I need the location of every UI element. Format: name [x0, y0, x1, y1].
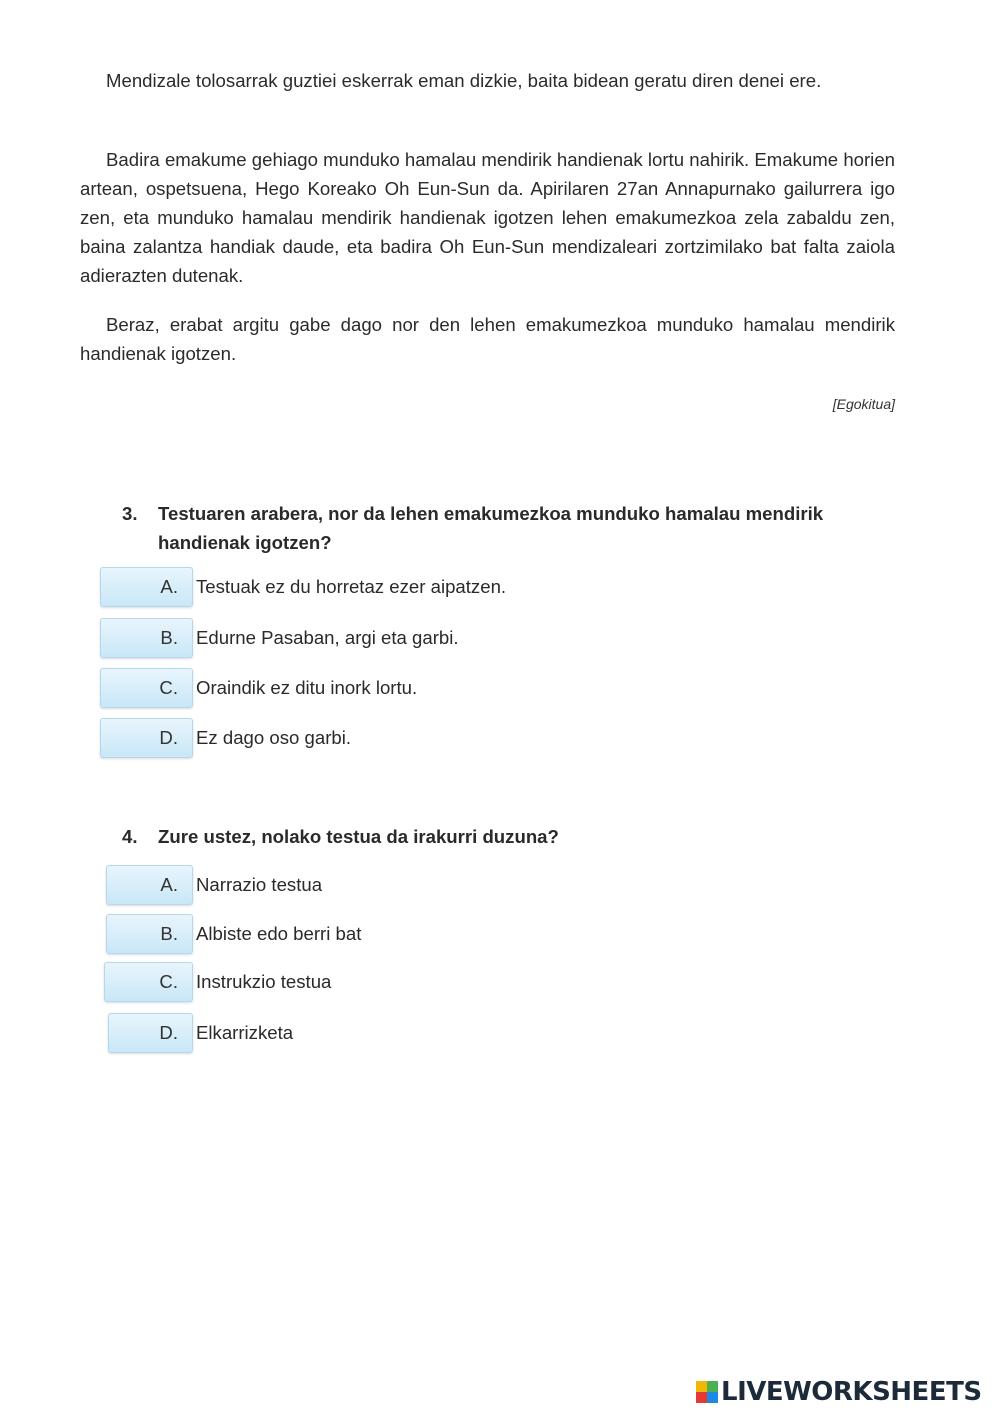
option-letter: A.: [160, 576, 178, 597]
answer-box[interactable]: [108, 1013, 193, 1053]
option-letter: C.: [159, 971, 178, 992]
option-letter: B.: [160, 923, 178, 944]
question-4-number: 4.: [122, 826, 138, 847]
logo-square-red: [696, 1392, 707, 1403]
answer-box[interactable]: [100, 618, 193, 658]
option-letter: A.: [160, 874, 178, 895]
option-text: Elkarrizketa: [196, 1022, 294, 1043]
option-text: Narrazio testua: [196, 874, 323, 895]
option-letter: C.: [159, 677, 178, 698]
answer-box[interactable]: [100, 668, 193, 708]
option-letter: D.: [159, 727, 178, 748]
question-3: [122, 499, 902, 557]
answer-box[interactable]: [106, 865, 193, 905]
option-text: Instrukzio testua: [196, 971, 332, 992]
answer-box[interactable]: [106, 914, 193, 954]
question-3-number: 3.: [122, 503, 138, 524]
question-4-text: Zure ustez, nolako testua da irakurri duzuna?: [158, 826, 559, 847]
option-text: Oraindik ez ditu inork lortu.: [196, 677, 418, 698]
option-letter: D.: [159, 1022, 178, 1043]
option-text: Edurne Pasaban, argi eta garbi.: [196, 627, 459, 648]
answer-box[interactable]: [100, 567, 193, 607]
option-letter: B.: [160, 627, 178, 648]
option-text: Ez dago oso garbi.: [196, 727, 352, 748]
logo-text: LIVEWORKSHEETS: [721, 1377, 982, 1407]
question-4: [122, 822, 902, 851]
logo-square-green: [707, 1381, 718, 1392]
answer-box[interactable]: [104, 962, 193, 1002]
passage-paragraph-2: Badira emakume gehiago munduko hamalau mendirik handienak lortu nahirik. Emakume horien artean, ospetsuena, Hego Koreako Oh Eun-Sun da. Apirilaren 27an Annapurnako gailurrera igo zen, eta munduko hamalau mendirik handienak igotzen lehen emakumezkoa zela zabaldu zen, baina zalantza handiak daude, eta badira Oh Eun-Sun mendizaleari zortzimilako bat falta zaiola adierazten dutenak.: [80, 149, 895, 286]
passage-paragraph-1: Mendizale tolosarrak guztiei eskerrak eman dizkie, baita bidean geratu diren denei ere.: [106, 70, 822, 91]
logo-square-yellow: [696, 1381, 707, 1392]
liveworksheets-logo: [696, 1376, 982, 1408]
question-3-text: Testuaren arabera, nor da lehen emakumezkoa munduko hamalau mendirik handienak igotzen?: [158, 503, 824, 553]
source-note: [Egokitua]: [832, 396, 895, 412]
option-text: Testuak ez du horretaz ezer aipatzen.: [196, 576, 507, 597]
logo-icon: [696, 1381, 718, 1403]
passage-paragraph-3: Beraz, erabat argitu gabe dago nor den lehen emakumezkoa munduko hamalau mendirik handienak igotzen.: [80, 314, 895, 364]
option-text: Albiste edo berri bat: [196, 923, 362, 944]
logo-square-blue: [707, 1392, 718, 1403]
answer-box[interactable]: [100, 718, 193, 758]
